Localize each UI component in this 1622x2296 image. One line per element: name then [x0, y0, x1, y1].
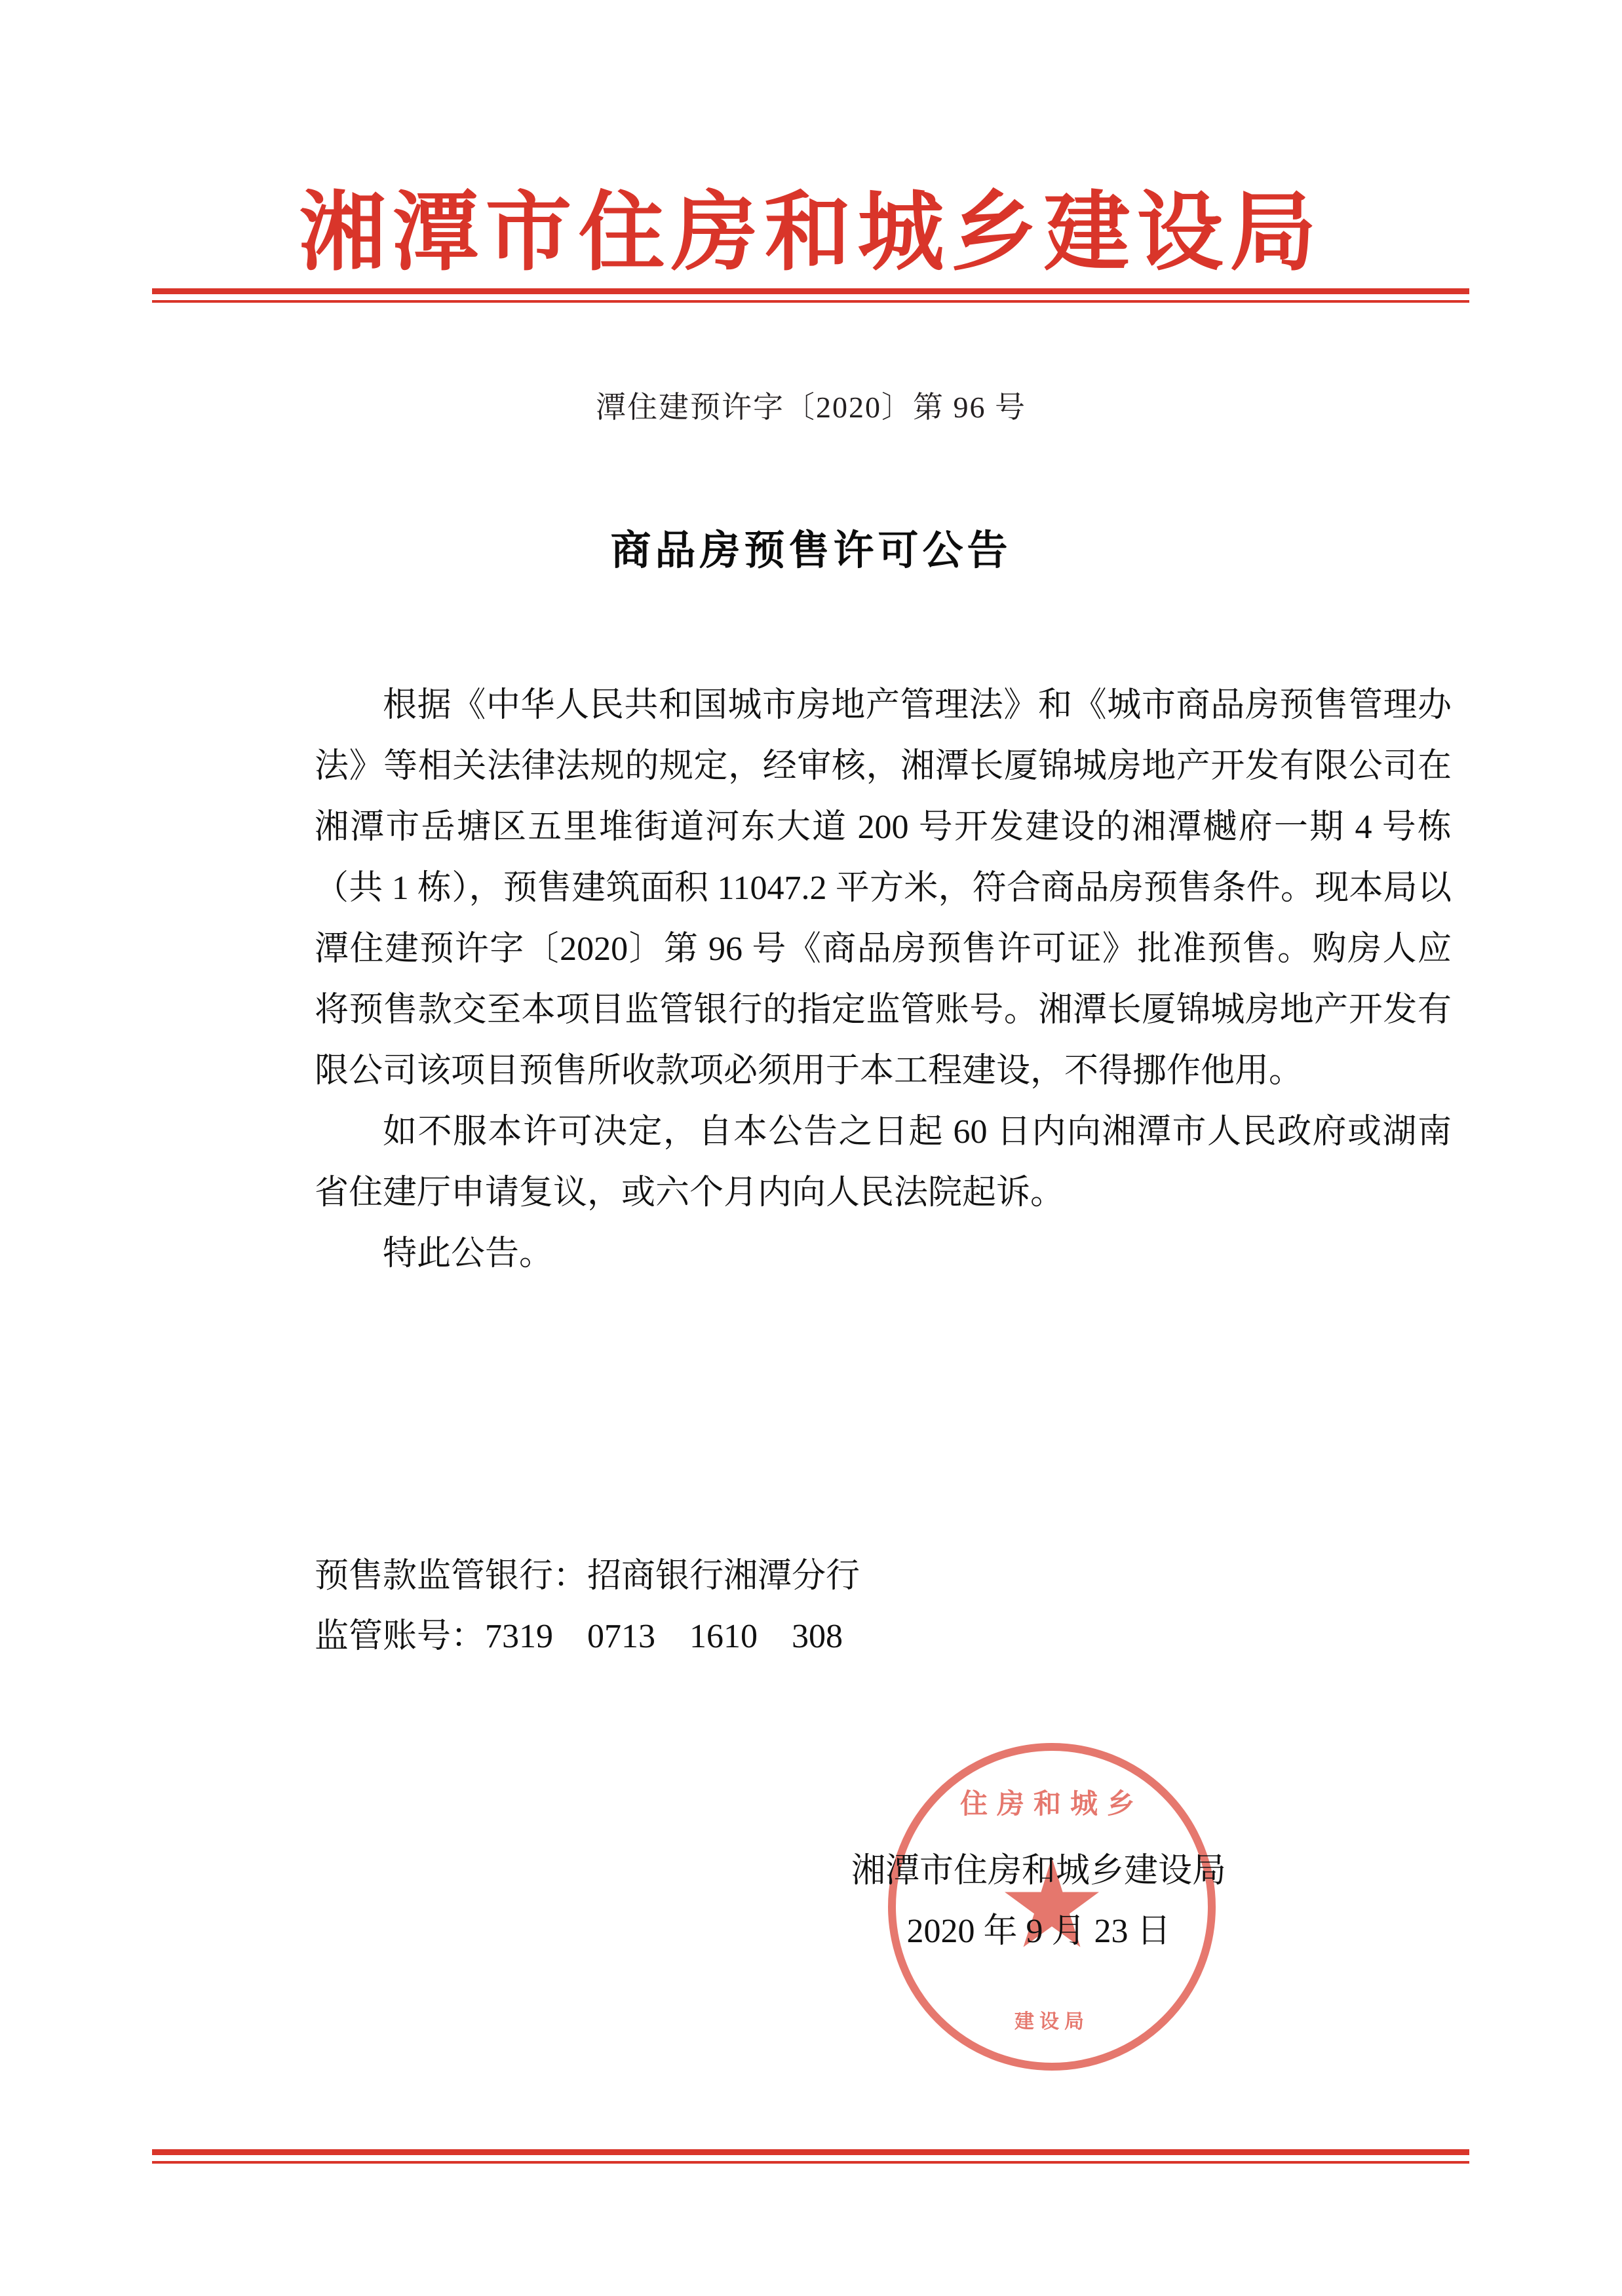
footer-rule-thick [152, 2149, 1469, 2155]
paragraph-2: 如不服本许可决定，自本公告之日起 60 日内向湘潭市人民政府或湖南省住建厅申请复议，或六个月内向人民法院起诉。 [315, 1113, 1452, 1212]
issuing-authority-title: 湘潭市住房和城乡建设局 [299, 185, 1323, 281]
header-rule-group [152, 288, 1469, 303]
seal-bottom-text: 建设局 [1014, 2011, 1089, 2033]
document-number: 潭住建预许字〔2020〕第 96 号 [596, 391, 1026, 424]
bank-information [315, 1546, 1452, 1667]
footer-rule-group [152, 2149, 1469, 2164]
body-text [315, 675, 1452, 1284]
signature-block [754, 1841, 1324, 1962]
seal-top-text: 住房和城乡 [959, 1789, 1144, 1820]
paragraph-3: 特此公告。 [383, 1235, 554, 1272]
paragraph-1: 根据《中华人民共和国城市房地产管理法》和《城市商品房预售管理办法》等相关法律法规的规定，经审核，湘潭长厦锦城房地产开发有限公司在湘潭市岳塘区五里堆街道河东大道 200 号开发建设的湘潭樾府一期 4 号栋（共 1 栋），预售建筑面积 11047.2 平方米，符合商品房预售条件。现本局以潭住建预许字〔2020〕第 96 号《商品房预售许可证》批准预售。购房人应将预售款交至本项目监管银行的指定监管账号。湘潭长厦锦城房地产开发有限公司该项目预售所收款项必须用于本工程建设，不得挪作他用。 [315, 687, 1452, 1090]
supervision-account: 监管账号：7319 0713 1610 308 [315, 1618, 843, 1655]
footer-rule-thin [152, 2161, 1469, 2164]
page-title: 商品房预售许可公告 [610, 529, 1012, 573]
masthead [0, 185, 1622, 281]
header-rule-thin [152, 300, 1469, 303]
signature-date: 2020 年 9 月 23 日 [906, 1913, 1171, 1950]
signature-issuer: 湘潭市住房和城乡建设局 [851, 1852, 1226, 1890]
supervision-bank: 预售款监管银行：招商银行湘潭分行 [315, 1558, 860, 1595]
header-rule-thick [152, 288, 1469, 294]
